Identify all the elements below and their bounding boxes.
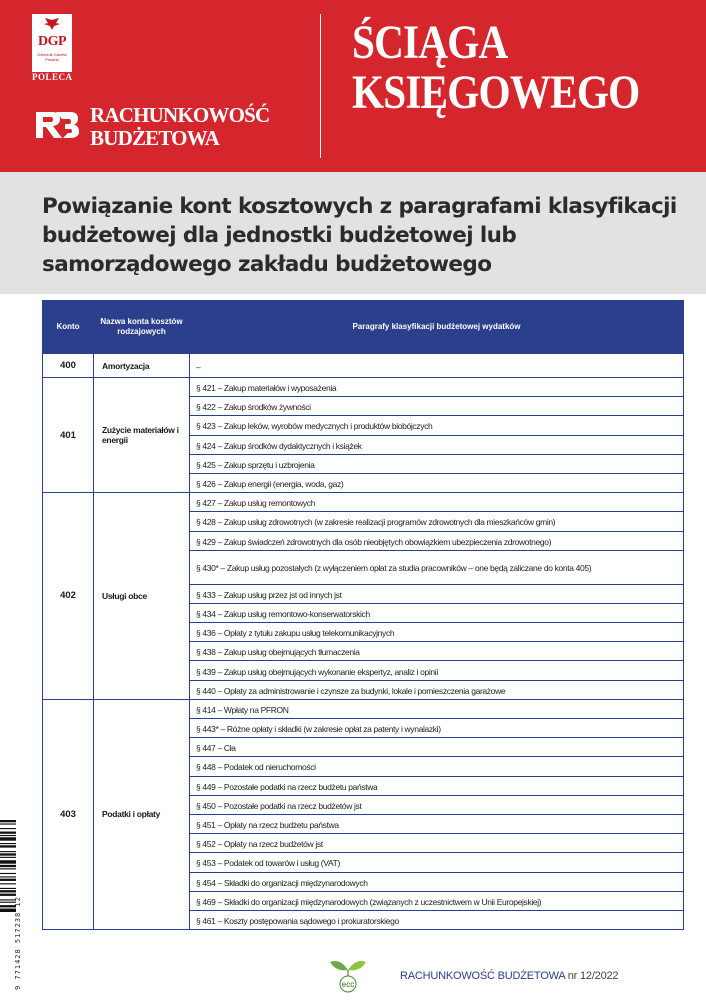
paragraph-cell: § 430* – Zakup usług pozostałych (z wyłączeniem opłat za studia pracowników – one będą zaliczane do konta 405) (190, 550, 684, 584)
page-subtitle: Powiązanie kont kosztowych z paragrafami klasyfikacji budżetowej dla jednostki budżetowej lub samorządowego zakładu budżetowego (42, 194, 677, 277)
paragraph-cell: § 421 – Zakup materiałów i wyposażenia (190, 378, 684, 397)
brand-line-1: RACHUNKOWOŚĆ (90, 103, 270, 127)
paragraph-cell: § 448 – Podatek od nieruchomości (190, 757, 684, 776)
paragraph-cell: § 429 – Zakup świadczeń zdrowotnych dla osób nieobjętych obowiązkiem ubezpieczenia zdrowotnego) (190, 531, 684, 550)
paragraph-cell: § 469 – Składki do organizacji międzynarodowych (związanych z uczestnictwem w Unii Europejskiej) (190, 891, 684, 910)
barcode-bar (0, 823, 16, 824)
konto-cell: 402 (43, 493, 94, 700)
paragraph-cell: § 452 – Opłaty na rzecz budżetów jst (190, 834, 684, 853)
brand-title (90, 104, 290, 150)
eagle-icon (44, 18, 60, 30)
table-row (43, 378, 684, 397)
magazine-title-line-2: KSIĘGOWEGO (352, 66, 640, 119)
barcode-bar (0, 851, 16, 852)
paragraph-cell: § 422 – Zakup środków żywności (190, 397, 684, 416)
barcode-bar (0, 879, 16, 881)
table-body (43, 354, 684, 930)
dgp-poleca: POLECA (32, 72, 73, 82)
paragraph-cell: § 424 – Zakup środków dydaktycznych i książek (190, 435, 684, 454)
barcode-bar (0, 890, 16, 892)
barcode-bar (0, 853, 16, 855)
barcode-bar (0, 845, 16, 847)
dgp-subtext: Dziennik Gazeta Prawna (37, 52, 67, 62)
barcode-bar (0, 868, 16, 869)
barcode-bar (0, 876, 16, 877)
barcode-bar (0, 860, 16, 863)
barcode-digits: 9 771428 517238 12 (14, 896, 22, 990)
paragraph-cell: § 433 – Zakup usług przez jst od innych jst (190, 584, 684, 603)
paragraph-cell: § 423 – Zakup leków, wyrobów medycznych i produktów biobójczych (190, 416, 684, 435)
header-konto: Konto (43, 301, 94, 354)
account-name-cell: Usługi obce (94, 493, 190, 700)
eco-label: ecc (341, 980, 355, 989)
footer-issue: nr 12/2022 (567, 970, 619, 982)
header-paragraphs: Paragrafy klasyfikacji budżetowej wydatków (190, 301, 684, 354)
paragraph-cell: § 453 – Podatek od towarów i usług (VAT) (190, 853, 684, 872)
paragraph-cell: § 450 – Pozostałe podatki na rzecz budżetów jst (190, 795, 684, 814)
konto-cell: 403 (43, 699, 94, 929)
footer-publication-name: RACHUNKOWOŚĆ BUDŻETOWA (400, 970, 565, 982)
dgp-logo (32, 14, 72, 72)
paragraph-cell: § 428 – Zakup usług zdrowotnych (w zakresie realizacji programów zdrowotnych dla mieszkańców gmin) (190, 512, 684, 531)
accounts-table (42, 300, 684, 930)
barcode-bar (0, 828, 16, 829)
header-account-name: Nazwa konta kosztów rodzajowych (94, 301, 190, 354)
paragraph-cell: § 449 – Pozostałe podatki na rzecz budżetu państwa (190, 776, 684, 795)
paragraph-cell: § 436 – Opłaty z tytułu zakupu usług telekomunikacyjnych (190, 623, 684, 642)
account-name-cell: Amortyzacja (94, 354, 190, 378)
eco-leaf-icon (322, 956, 374, 996)
paragraph-cell: § 414 – Wpłaty na PFRON (190, 699, 684, 718)
barcode-bar (0, 857, 16, 858)
paragraph-cell: § 425 – Zakup sprzętu i uzbrojenia (190, 454, 684, 473)
paragraph-cell: § 447 – Cła (190, 738, 684, 757)
paragraph-cell: § 427 – Zakup usług remontowych (190, 493, 684, 512)
magazine-title-line-1: ŚCIĄGA (352, 16, 508, 69)
footer-publication (400, 970, 618, 982)
barcode-bar (0, 832, 16, 834)
konto-cell: 400 (43, 354, 94, 378)
table-row (43, 354, 684, 378)
barcode-bar (0, 820, 16, 822)
paragraph-cell: § 440 – Opłaty za administrowanie i czynsze za budynki, lokale i pomieszczenia garażowe (190, 680, 684, 699)
paragraph-cell: § 443* – Różne opłaty i składki (w zakresie opłat za patenty i wynalazki) (190, 719, 684, 738)
paragraph-cell: § 454 – Składki do organizacji międzynarodowych (190, 872, 684, 891)
paragraph-cell: § 451 – Opłaty na rzecz budżetu państwa (190, 814, 684, 833)
barcode-bar (0, 837, 16, 840)
header-banner (0, 0, 706, 172)
paragraph-cell: § 439 – Zakup usług obejmujących wykonanie ekspertyz, analiz i opinii (190, 661, 684, 680)
barcode-bar (0, 865, 16, 867)
paragraph-cell: § 426 – Zakup energii (energia, woda, gaz) (190, 473, 684, 492)
barcode-bar (0, 843, 16, 844)
magazine-title (352, 18, 644, 118)
barcode-bar (0, 888, 16, 889)
dgp-letters: DGP (37, 34, 67, 49)
paragraph-cell: – (190, 354, 684, 378)
account-name-cell: Podatki i opłaty (94, 699, 190, 929)
brand-line-2: BUDŻETOWA (90, 126, 219, 150)
account-name-cell: Zużycie materiałów i energii (94, 378, 190, 493)
table-row (43, 699, 684, 718)
paragraph-cell: § 461 – Koszty postępowania sądowego i prokuratorskiego (190, 910, 684, 929)
paragraph-cell: § 438 – Zakup usług obejmujących tłumaczenia (190, 642, 684, 661)
rachunkowosc-budzetowa-logo-icon (32, 102, 80, 150)
table-header-row (43, 301, 684, 354)
paragraph-cell: § 434 – Zakup usług remontowo-konserwatorskich (190, 603, 684, 622)
header-divider (320, 14, 321, 158)
table-row (43, 493, 684, 512)
barcode-bar (0, 873, 16, 874)
barcode-bar (0, 883, 16, 884)
konto-cell: 401 (43, 378, 94, 493)
barcode-bar (0, 835, 16, 836)
